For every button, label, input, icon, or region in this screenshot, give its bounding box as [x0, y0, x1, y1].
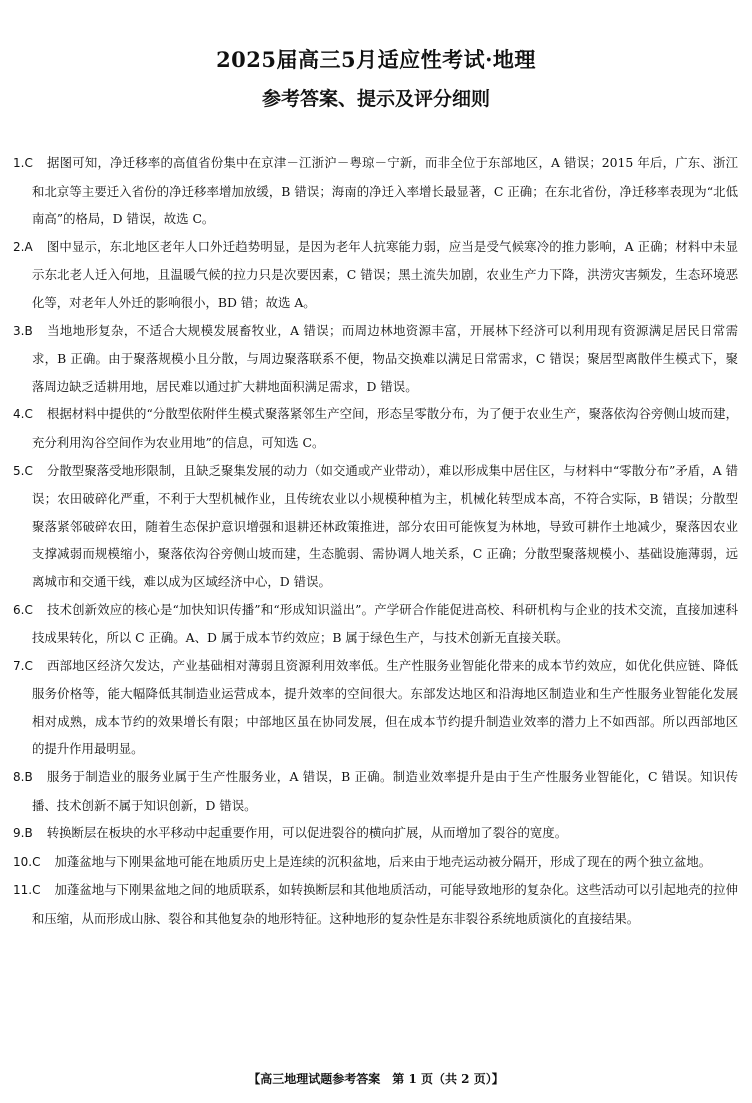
item-number: 4.	[13, 407, 25, 422]
answer-item-1	[13, 149, 738, 233]
answer-item-4	[13, 400, 738, 456]
answer-item-2	[13, 233, 738, 317]
answer-item-8	[13, 763, 738, 819]
answer-item-11	[13, 876, 738, 932]
item-answer: C	[24, 658, 33, 673]
item-answer: B	[24, 770, 33, 785]
item-answer: C	[24, 463, 33, 478]
item-explanation: 加蓬盆地与下刚果盆地之间的地质联系，如转换断层和其他地质活动，可能导致地形的复杂化。这些活动可以引起地壳的拉伸和压缩，从而形成山脉、裂谷和其他复杂的地形特征。这种地形的复杂性是东非裂谷系统地质演化的直接结果。	[32, 882, 738, 927]
item-answer: C	[24, 602, 33, 617]
item-explanation: 加蓬盆地与下刚果盆地可能在地质历史上是连续的沉积盆地，后来由于地壳运动被分隔开，形成了现在的两个独立盆地。	[54, 853, 712, 869]
answer-item-7	[13, 652, 738, 763]
item-number: 10.	[13, 854, 33, 869]
item-number: 11.	[13, 883, 33, 898]
item-answer: B	[24, 826, 33, 841]
item-explanation: 转换断层在板块的水平移动中起重要作用，可以促进裂谷的横向扩展，从而增加了裂谷的宽度。	[46, 825, 568, 841]
page-subtitle: 参考答案、提示及评分细则	[261, 88, 490, 110]
item-answer: B	[24, 323, 33, 338]
item-explanation: 根据材料中提供的“分散型依附伴生模式聚落紧邻生产空间，形态呈零散分布，为了便于农业生产，聚落依沟谷旁侧山坡而建，充分利用沟谷空间作为农业用地”的信息，可知选 C。	[32, 406, 738, 450]
answer-item-9	[13, 819, 738, 848]
item-explanation: 分散型聚落受地形限制，且缺乏聚集发展的动力（如交通或产业带动），难以形成集中居住区，与材料中“零散分布”矛盾，A 错误；农田破碎化严重，不利于大型机械作业，且传统农业以小规模种植为主，机械化转型成本高，不符合实际，B 错误；分散型聚落紧邻破碎农田，随着生态保护意识增强和退耕还林政策推进，部分农田可能恢复为林地，导致可耕作土地减少，聚落因农业支撑减弱而规模缩小，聚落依沟谷旁侧山坡而建，生态脆弱、需协调人地关系，C 正确；分散型聚落规模小、基础设施薄弱，远离城市和交通干线，难以成为区域经济中心，D 错误。	[32, 462, 738, 589]
item-number: 6.	[13, 602, 25, 617]
page-title: 2025届高三5月适应性考试·地理	[216, 47, 536, 72]
item-number: 2.	[13, 239, 25, 254]
item-answer: C	[24, 407, 33, 422]
answer-item-10	[13, 848, 738, 877]
item-number: 8.	[13, 770, 25, 785]
item-number: 7.	[13, 658, 25, 673]
answer-item-5	[13, 457, 738, 596]
item-explanation: 据图可知，净迁移率的高值省份集中在京津－江浙沪－粤琼－宁新，而非全位于东部地区，A 错误；2015 年后，广东、浙江和北京等主要迁入省份的净迁移率增加放缓，B 错误；海南的净迁入率增长最显著，C 正确；在东北省份，净迁移率表现为“北低南高”的格局，D 错误，故选 C。	[32, 155, 738, 227]
answer-list	[13, 149, 738, 933]
item-answer: A	[24, 239, 33, 254]
item-answer: C	[24, 156, 33, 170]
item-number: 5.	[13, 463, 25, 478]
item-answer: C	[32, 854, 41, 869]
answer-item-6	[13, 596, 738, 652]
item-explanation: 当地地形复杂，不适合大规模发展畜牧业，A 错误；而周边林地资源丰富，开展林下经济可以利用现有资源满足居民日常需求，B 正确。由于聚落规模小且分散，与周边聚落联系不便，物品交换难以满足日常需求，C 错误；聚居型离散伴生模式下，聚落周边缺乏适耕用地，居民难以通过扩大耕地面积满足需求，D 错误。	[32, 322, 738, 394]
page-footer: 【高三地理试题参考答案 第 1 页（共 2 页）】	[248, 1072, 504, 1086]
item-explanation: 西部地区经济欠发达，产业基础相对薄弱且资源利用效率低。生产性服务业智能化带来的成本节约效应，如优化供应链、降低服务价格等，能大幅降低其制造业运营成本，提升效率的空间很大。东部发达地区和沿海地区制造业和生产性服务业智能化发展相对成熟，成本节约的效果增长有限；中部地区虽在协同发展，但在成本节约提升制造业效率的潜力上不如西部。所以西部地区的提升作用最明显。	[32, 657, 738, 757]
item-explanation: 技术创新效应的核心是“加快知识传播”和“形成知识溢出”。产学研合作能促进高校、科研机构与企业的技术交流，直接加速科技成果转化，所以 C 正确。A、D 属于成本节约效应；B 属于绿色生产，与技术创新无直接关联。	[32, 601, 738, 646]
item-number: 1.	[13, 156, 25, 170]
item-number: 9.	[13, 826, 25, 841]
item-explanation: 图中显示，东北地区老年人口外迁趋势明显，是因为老年人抗寒能力弱，应当是受气候寒冷的推力影响，A 正确；材料中未显示东北老人迁入何地，且温暖气候的拉力只是次要因素，C 错误；黑土流失加剧，农业生产力下降，洪涝灾害频发，生态环境恶化等，对老年人外迁的影响很小，BD 错；故选 A。	[32, 238, 738, 310]
item-number: 3.	[13, 323, 25, 338]
answer-item-3	[13, 317, 738, 401]
item-answer: C	[32, 883, 41, 898]
item-explanation: 服务于制造业的服务业属于生产性服务业，A 错误，B 正确。制造业效率提升是由于生产性服务业智能化，C 错误。知识传播、技术创新不属于知识创新，D 错误。	[32, 769, 738, 813]
